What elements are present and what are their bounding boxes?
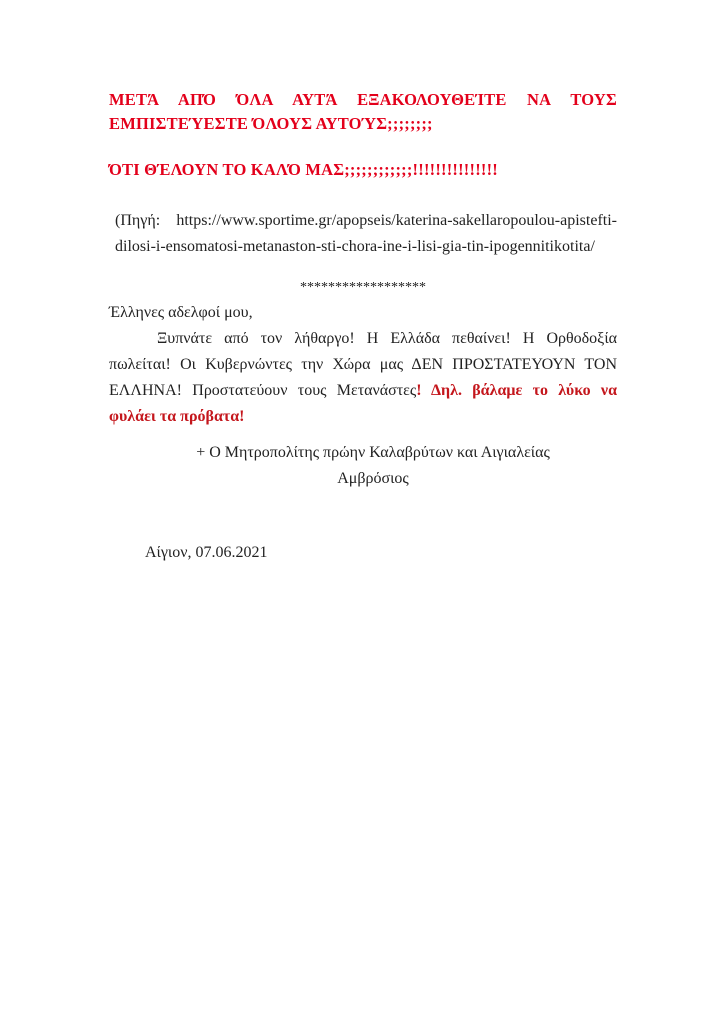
- source-label: (Πηγή:: [115, 212, 161, 229]
- body-emphasis-text: ! Δηλ. βάλαμε το λύκο να φυλάει τα πρόβατα!: [109, 382, 617, 425]
- signature: [109, 440, 617, 492]
- source-citation: [109, 208, 617, 260]
- headline-question: ΜΕΤΆ ΑΠΌ ΌΛΑ ΑΥΤΆ ΕΞΑΚΟΛΟΥΘΕΊΤΕ ΝΑ ΤΟΥΣ ΕΜΠΙΣΤΕΎΕΣΤΕ ΌΛΟΥΣ ΑΥΤΟΎΣ;;;;;;;;: [109, 90, 617, 133]
- headline-exclamation: ΌΤΙ ΘΈΛΟΥΝ ΤΟ ΚΑΛΌ ΜΑΣ;;;;;;;;;;;;!!!!!!!!!!!!!!!: [109, 160, 498, 179]
- signature-title: + Ο Μητροπολίτης πρώην Καλαβρύτων και Αιγιαλείας: [196, 444, 550, 461]
- document-date: Αίγιον, 07.06.2021: [145, 544, 268, 561]
- separator-stars: ******************: [300, 280, 426, 295]
- body-main-text: Ξυπνάτε από τον λήθαργο! Η Ελλάδα πεθαίνει! Η Ορθοδοξία πωλείται! Οι Κυβερνώντες την Χώρα μας ΔΕΝ ΠΡΟΣΤΑΤΕΥΟΥΝ ΤΟΝ ΕΛΛΗΝΑ! Προστατεύουν τους Μετανάστες: [109, 330, 617, 399]
- body-paragraph: [109, 326, 617, 430]
- document-content: [109, 88, 617, 566]
- signature-name: Αμβρόσιος: [337, 470, 409, 487]
- source-url: https://www.sportime.gr/apopseis/katerina-sakellaropoulou-apistefti-dilosi-i-ensomatosi-metanaston-sti-chora-ine-i-lisi-gia-tin-ipogennitikotita/: [115, 212, 617, 255]
- greeting: Έλληνες αδελφοί μου,: [109, 304, 253, 321]
